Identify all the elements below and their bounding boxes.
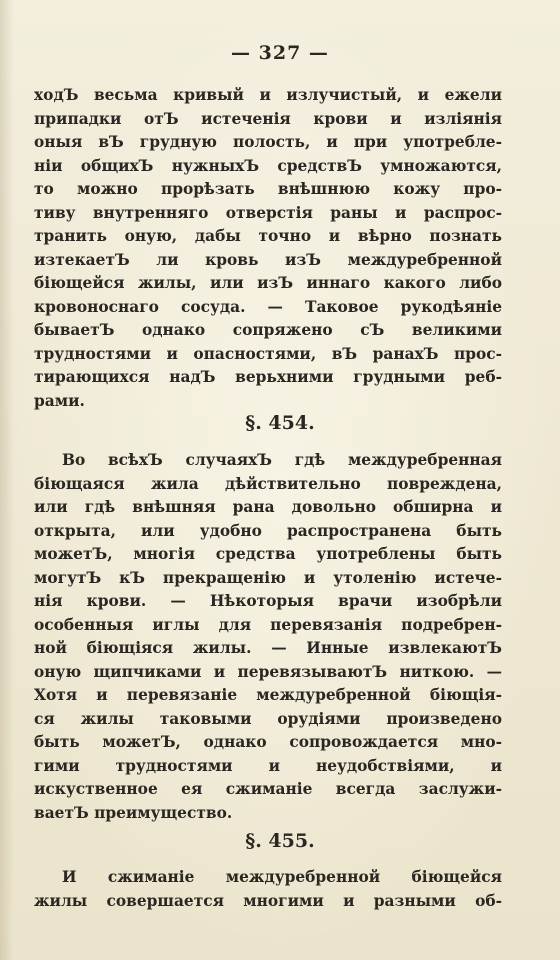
paragraph-section-454	[34, 449, 502, 825]
text-line: ваетЪ преимущество.	[34, 803, 233, 822]
text-line: транить оную, дабы точно и вѣрно познать	[34, 227, 502, 245]
text-line: припадки отЪ истеченія крови и изліянія	[34, 109, 502, 128]
text-line: ніи общихЪ нужныхЪ средствЪ умножаются,	[34, 156, 502, 175]
text-line: искуственное ея сжиманіе всегда заслужи-	[34, 780, 502, 798]
text-line: особенныя иглы для перевязанія подребрен-	[34, 615, 502, 634]
text-line: оную щипчиками и перевязываютЪ ниткою. —	[34, 662, 502, 681]
text-line: ной біющіяся жилы. — Инные извлекаютЪ	[34, 639, 502, 657]
text-line: открыта, или удобно распространена быть	[34, 521, 502, 540]
section-heading-455: §. 455.	[245, 830, 315, 852]
text-line: рами.	[34, 391, 85, 410]
text-line: тирающихся надЪ верьхними грудными реб-	[34, 368, 502, 386]
text-line: можетЪ, многія средства употреблены быть	[34, 545, 502, 563]
text-line: быть можетЪ, однако сопровождается мно-	[34, 733, 502, 751]
text-line: жилы совершается многими и разными об-	[34, 891, 502, 910]
text-line: ся жилы таковыми орудіями произведено	[34, 709, 502, 728]
text-line: бываетЪ однако сопряжено сЪ великими	[34, 321, 502, 339]
text-line: или гдѣ внѣшняя рана довольно обширна и	[34, 498, 502, 516]
text-line: могутЪ кЪ прекращенію и утоленію истече-	[34, 568, 502, 587]
text-line: ходЪ весьма кривый и излучистый, и ежели	[34, 86, 502, 104]
text-line: изтекаетЪ ли кровь изЪ междуребренной	[34, 250, 502, 269]
text-line: И сжиманіе междуребренной біющейся	[62, 868, 502, 886]
paragraph-section-455	[34, 866, 502, 913]
text-line: гими трудностями и неудобствіями, и	[34, 756, 502, 775]
text-line: нія крови. — Нѣкоторыя врачи изобрѣли	[34, 592, 502, 610]
text-line: біющейся жилы, или изЪ иннаго какого либо	[34, 274, 502, 292]
text-line: кровоноснаго сосуда. — Таковое рукодѣяніе	[34, 297, 502, 316]
text-line: Во всѣхЪ случаяхЪ гдѣ междуребренная	[62, 451, 502, 469]
paragraph-continuation	[34, 84, 502, 413]
text-line: біющаяся жила дѣйствительно повреждена,	[34, 474, 502, 493]
text-line: оныя вЪ грудную полость, и при употребле-	[34, 133, 502, 151]
page-number: — 327 —	[231, 42, 329, 64]
text-line: тиву внутренняго отверстія раны и распрос-	[34, 203, 502, 222]
section-heading-454: §. 454.	[245, 412, 315, 434]
text-line: трудностями и опасностями, вЪ ранахЪ прос-	[34, 344, 502, 363]
text-line: то можно прорѣзать внѣшнюю кожу про-	[34, 180, 502, 198]
text-line: Хотя и перевязаніе междуребренной біющія-	[34, 686, 502, 704]
